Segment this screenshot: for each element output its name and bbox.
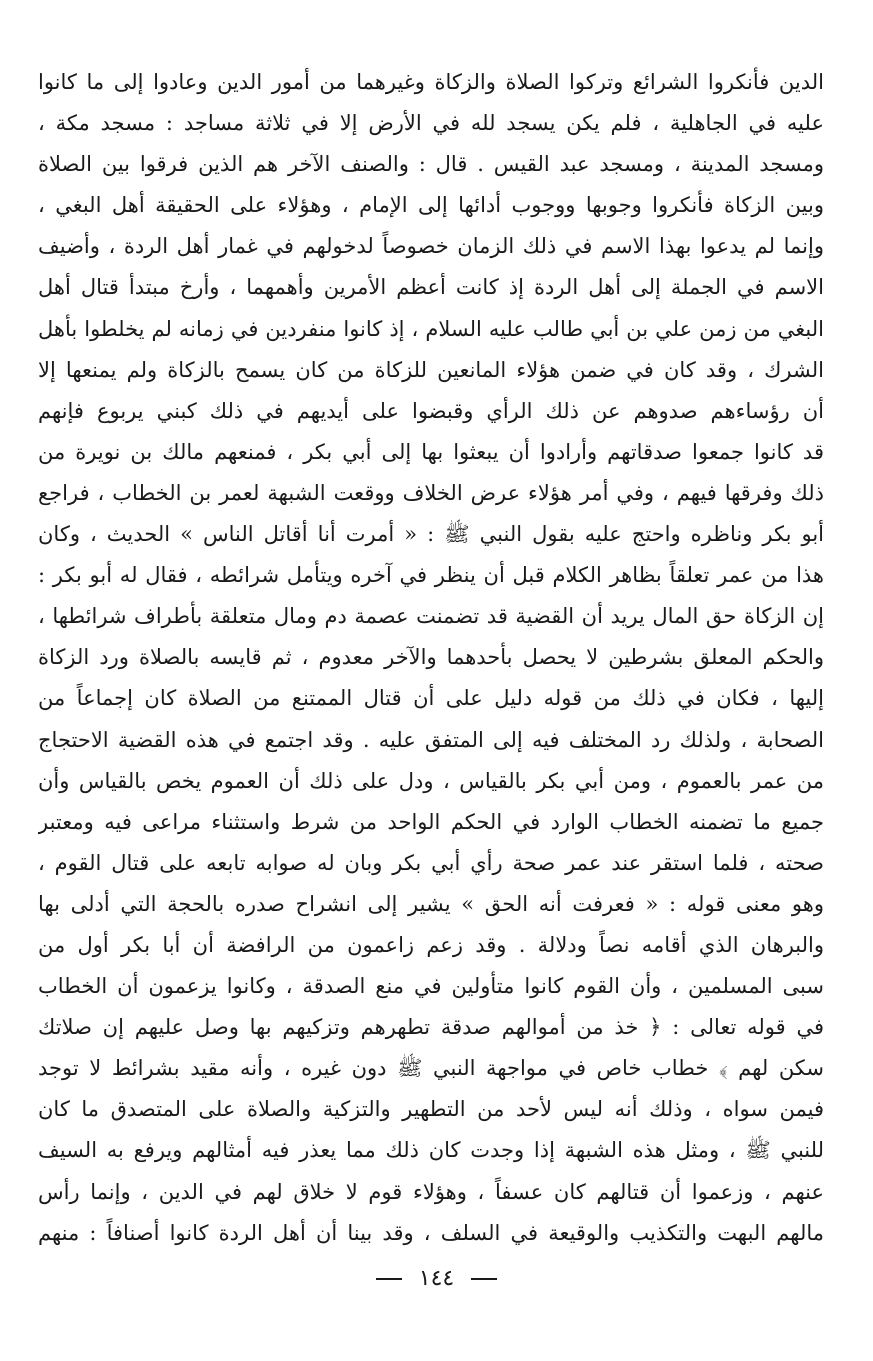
text-line: جميع ما تضمنه الخطاب الوارد في الحكم الواحد من شرط واستثناء مراعى فيه ومعتبر <box>38 809 824 834</box>
text-line: صحته ، فلما استقر عند عمر صحة رأي أبي بكر وبان له صوابه تابعه على قتال القوم ، <box>38 850 824 875</box>
text-line: إن الزكاة حق المال يريد أن القضية قد تضمنت عصمة دم ومال متعلقة بأطراف شرائطها ، <box>38 604 824 629</box>
page-footer <box>0 1262 873 1296</box>
footer-dash-right <box>471 1278 497 1280</box>
text-line: قد كانوا جمعوا صدقاتهم وأرادوا أن يبعثوا بها إلى أبي بكر ، فمنعهم مالك بن نويرة من <box>38 439 824 464</box>
text-line: وهو معنى قوله : « فعرفت أنه الحق » يشير إلى انشراح صدره بالحجة التي أدلى بها <box>38 891 824 916</box>
footer-dash-left <box>376 1278 402 1280</box>
text-line: وإنما لم يدعوا بهذا الاسم في ذلك الزمان خصوصاً لدخولهم في غمار أهل الردة ، وأضيف <box>38 234 824 259</box>
text-line: في قوله تعالى : ﴿ خذ من أموالهم صدقة تطهرهم وتزكيهم بها وصل عليهم إن صلاتك <box>38 1015 824 1040</box>
text-line: وبين الزكاة فأنكروا وجوبها ووجوب أدائها إلى الإمام ، وهؤلاء على الحقيقة أهل البغي ، <box>38 193 824 218</box>
text-line: والحكم المعلق بشرطين لا يحصل بأحدهما والآخر معدوم ، ثم قايسه بالصلاة ورد الزكاة <box>38 645 824 670</box>
text-line: مالهم البهت والتكذيب والوقيعة في السلف ، وقد بينا أن أهل الردة كانوا أصنافاً : منهم <box>38 1220 824 1245</box>
text-line: والبرهان الذي أقامه نصاً ودلالة . وقد زعم زاعمون من الرافضة أن أبا بكر أول من <box>38 932 824 957</box>
text-line: سبى المسلمين ، وأن القوم كانوا متأولين في منع الصدقة ، وكانوا يزعمون أن الخطاب <box>38 974 824 999</box>
text-line: من عمر بالعموم ، ومن أبي بكر بالقياس ، ودل على ذلك أن العموم يخص بالقياس وأن <box>38 768 824 793</box>
text-line: فيمن سواه ، وذلك أنه ليس لأحد من التطهير والتزكية والصلاة على المتصدق ما كان <box>38 1097 824 1122</box>
text-line: الشرك ، وقد كان في ضمن هؤلاء المانعين للزكاة من كان يسمح بالزكاة ولم يمنعها إلا <box>38 357 824 382</box>
text-line: الصحابة ، ولذلك رد المختلف فيه إلى المتفق عليه . وقد اجتمع في هذه القضية الاحتجاج <box>38 727 824 752</box>
text-line: عنهم ، وزعموا أن قتالهم كان عسفاً ، وهؤلاء قوم لا خلاق لهم في الدين ، وإنما رأس <box>38 1179 824 1204</box>
text-line: للنبي ﷺ ، ومثل هذه الشبهة إذا وجدت كان ذلك مما يعذر فيه أمثالهم ويرفع به السيف <box>38 1138 824 1163</box>
text-line: الدين فأنكروا الشرائع وتركوا الصلاة والزكاة وغيرهما من أمور الدين وعادوا إلى ما كانوا <box>38 70 824 94</box>
text-line: ذلك وفرقها فيهم ، وفي أمر هؤلاء عرض الخلاف ووقعت الشبهة لعمر بن الخطاب ، فراجع <box>38 480 824 505</box>
text-line: البغي من زمن علي بن أبي طالب عليه السلام ، إذ كانوا منفردين في زمانه لم يخلطوا بأهل <box>38 316 824 341</box>
text-line: إليها ، فكان في ذلك من قوله دليل على أن قتال الممتنع من الصلاة كان إجماعاً من <box>38 686 824 711</box>
page-number: ١٤٤ <box>418 1266 455 1291</box>
text-line: ومسجد المدينة ، ومسجد عبد القيس . قال : والصنف الآخر هم الذين فرقوا بين الصلاة <box>38 152 824 177</box>
body-text <box>38 62 824 1254</box>
text-line: هذا من عمر تعلقاً بظاهر الكلام قبل أن ينظر في آخره ويتأمل شرائطه ، فقال له أبو بكر : <box>38 563 824 588</box>
text-line: أن رؤساءهم صدوهم عن ذلك الرأي وقبضوا على أيديهم في ذلك كبني يربوع فإنهم <box>38 398 824 423</box>
text-line: الاسم في الجملة إلى أهل الردة إذ كانت أعظم الأمرين وأهمهما ، وأرخ مبتدأ قتال أهل <box>38 275 824 300</box>
text-line: عليه في الجاهلية ، فلم يكن يسجد لله في الأرض إلا في ثلاثة مساجد : مسجد مكة ، <box>38 111 824 136</box>
text-line: أبو بكر وناظره واحتج عليه بقول النبي ﷺ : « أمرت أنا أقاتل الناس » الحديث ، وكان <box>38 522 824 547</box>
text-line: سكن لهم ﴾ خطاب خاص في مواجهة النبي ﷺ دون غيره ، وأنه مقيد بشرائط لا توجد <box>38 1056 824 1081</box>
